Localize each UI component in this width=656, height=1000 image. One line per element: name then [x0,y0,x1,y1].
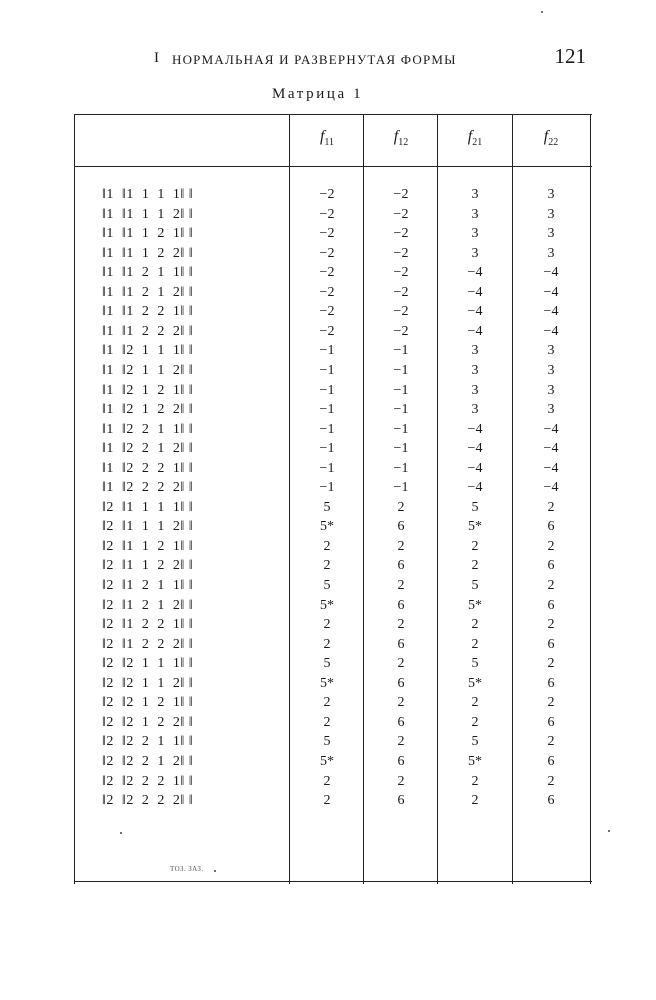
table-row [74,793,592,813]
payoff-cell: −4 [467,480,483,496]
payoff-cell: 6 [547,519,555,535]
payoff-cell: 3 [471,343,479,359]
payoff-cell: −2 [393,245,409,261]
payoff-cell: −1 [393,402,409,418]
payoff-cell: −1 [319,421,335,437]
table-row [74,441,592,461]
payoff-cell: 2 [323,714,331,730]
payoff-cell: −4 [467,460,483,476]
payoff-cell: 3 [471,245,479,261]
payoff-cell: −2 [319,284,335,300]
payoff-cell: 2 [397,617,405,633]
print-speck [120,832,122,834]
strategy-label: ‖2 ‖1 2 2 1‖ ‖ [102,617,194,633]
strategy-label: ‖1 ‖2 1 2 1‖ ‖ [102,382,194,398]
payoff-cell: 5 [323,499,331,515]
payoff-cell: −1 [393,480,409,496]
strategy-label: ‖1 ‖1 2 2 2‖ ‖ [102,323,194,339]
payoff-cell: 5* [468,597,482,613]
payoff-cell: 5 [471,578,479,593]
payoff-cell: 3 [471,226,479,242]
payoff-cell: −4 [543,441,559,457]
payoff-cell: −2 [393,226,409,242]
payoff-cell: 2 [323,558,331,574]
payoff-cell: 2 [547,578,555,593]
strategy-label: ‖2 ‖2 2 1 2‖ ‖ [102,753,194,769]
table-row [74,578,592,598]
payoff-cell: 3 [471,187,479,202]
table-row [74,343,592,363]
table-row [74,246,592,266]
payoff-cell: −2 [319,245,335,261]
payoff-cell: −4 [543,265,559,281]
payoff-cell: 2 [397,578,405,593]
strategy-label: ‖2 ‖1 1 2 2‖ ‖ [102,558,194,574]
payoff-cell: −1 [319,402,335,418]
payoff-cell: −4 [467,304,483,320]
payoff-cell: −1 [393,343,409,359]
strategy-label: ‖1 ‖1 1 2 1‖ ‖ [102,226,194,242]
payoff-cell: 5 [323,578,331,593]
payoff-cell: 6 [397,558,405,574]
payoff-cell: −1 [319,480,335,496]
payoff-cell: 5* [320,519,334,535]
table-row [74,383,592,403]
payoff-cell: −4 [467,265,483,281]
payoff-cell: 3 [547,245,555,261]
payoff-cell: 2 [397,695,405,711]
payoff-cell: −4 [543,421,559,437]
table-row [74,598,592,618]
payoff-cell: 3 [547,402,555,418]
payoff-cell: −2 [393,304,409,320]
payoff-cell: 2 [323,773,331,789]
printer-stamp: ТОЗ. ЗАЗ. [170,865,204,873]
payoff-cell: 5* [320,597,334,613]
payoff-cell: 3 [547,187,555,202]
table-row [74,754,592,774]
table-row [74,285,592,305]
strategy-label: ‖1 ‖2 2 2 1‖ ‖ [102,460,194,476]
payoff-cell: 6 [397,519,405,535]
payoff-cell: −2 [393,284,409,300]
strategy-label: ‖1 ‖2 1 1 2‖ ‖ [102,362,194,378]
column-header-f22: $f_{22}$ [543,128,559,149]
strategy-label: ‖2 ‖2 2 2 1‖ ‖ [102,773,194,789]
payoff-cell: 6 [397,753,405,769]
page-number: 121 [554,44,586,68]
strategy-label: ‖2 ‖2 1 1 2‖ ‖ [102,675,194,691]
payoff-cell: 2 [471,793,479,809]
payoff-cell: 6 [397,597,405,613]
payoff-cell: 2 [471,558,479,574]
strategy-label: ‖2 ‖1 1 2 1‖ ‖ [102,538,194,554]
payoff-cell: −1 [393,441,409,457]
payoff-cell: 2 [323,538,331,554]
payoff-cell: 6 [547,793,555,809]
payoff-cell: −4 [543,304,559,320]
table-row [74,715,592,735]
payoff-cell: 2 [471,617,479,633]
payoff-cell: 6 [397,793,405,809]
table-row [74,461,592,481]
strategy-label: ‖2 ‖2 2 1 1‖ ‖ [102,734,194,750]
table-row [74,695,592,715]
table-row [74,402,592,422]
column-header-f12: $f_{12}$ [393,128,409,149]
table-row [74,734,592,754]
matrix-title: Матрица 1 [272,86,364,102]
strategy-label: ‖2 ‖1 2 1 2‖ ‖ [102,597,194,613]
payoff-cell: 5* [468,519,482,535]
table-row [74,558,592,578]
payoff-cell: 2 [323,793,331,809]
payoff-cell: 2 [547,656,555,672]
payoff-cell: 5* [468,675,482,691]
payoff-cell: 2 [397,656,405,672]
payoff-cell: −4 [467,284,483,300]
payoff-cell: 5 [323,734,331,750]
payoff-cell: −1 [319,382,335,398]
table-row [74,363,592,383]
table-row [74,304,592,324]
payoff-cell: 2 [547,617,555,633]
payoff-cell: 5* [320,753,334,769]
payoff-cell: −2 [393,206,409,222]
payoff-cell: 2 [547,734,555,750]
running-title: НОРМАЛЬНАЯ И РАЗВЕРНУТАЯ ФОРМЫ [172,52,457,67]
strategy-label: ‖2 ‖1 2 2 2‖ ‖ [102,636,194,652]
payoff-cell: 6 [547,597,555,613]
table-bottom-rule [74,881,592,882]
strategy-label: ‖2 ‖2 2 2 2‖ ‖ [102,793,194,809]
payoff-cell: 2 [547,773,555,789]
table-header-rule [74,166,592,167]
strategy-label: ‖1 ‖2 1 1 1‖ ‖ [102,343,194,359]
payoff-cell: −2 [393,265,409,281]
table-row [74,422,592,442]
payoff-cell: 2 [471,714,479,730]
strategy-label: ‖1 ‖2 2 2 2‖ ‖ [102,480,194,496]
payoff-cell: 3 [471,382,479,398]
table-row [74,519,592,539]
payoff-cell: 5* [468,753,482,769]
payoff-cell: −4 [543,460,559,476]
strategy-label: ‖2 ‖2 1 1 1‖ ‖ [102,656,194,672]
payoff-cell: 3 [471,206,479,222]
payoff-cell: 6 [547,714,555,730]
strategy-label: ‖1 ‖1 1 1 2‖ ‖ [102,206,194,222]
payoff-cell: 6 [397,714,405,730]
payoff-cell: 3 [547,343,555,359]
payoff-cell: −1 [393,362,409,378]
payoff-cell: −1 [319,460,335,476]
payoff-cell: 2 [323,617,331,633]
payoff-cell: 6 [547,558,555,574]
payoff-cell: −4 [467,323,483,339]
payoff-cell: −2 [319,187,335,202]
table-row [74,676,592,696]
column-header-f21: $f_{21}$ [467,128,483,149]
payoff-cell: −2 [319,226,335,242]
payoff-cell: −2 [319,206,335,222]
payoff-cell: 3 [547,382,555,398]
payoff-cell: 5 [471,734,479,750]
payoff-cell: 2 [471,773,479,789]
payoff-cell: 2 [471,695,479,711]
table-row [74,265,592,285]
table-top-rule [74,114,592,115]
strategy-label: ‖2 ‖1 1 1 1‖ ‖ [102,499,194,515]
payoff-cell: 6 [547,753,555,769]
payoff-cell: 3 [471,402,479,418]
payoff-cell: 3 [547,226,555,242]
payoff-cell: 2 [397,734,405,750]
payoff-cell: 5* [320,675,334,691]
print-speck [608,830,610,832]
table-row [74,207,592,227]
payoff-cell: −4 [467,441,483,457]
strategy-label: ‖1 ‖1 1 1 1‖ ‖ [102,187,194,202]
running-header [150,44,592,74]
payoff-cell: 2 [547,538,555,554]
payoff-cell: −2 [393,323,409,339]
payoff-cell: −1 [393,382,409,398]
payoff-cell: 3 [547,362,555,378]
payoff-cell: −4 [543,284,559,300]
payoff-cell: 6 [547,675,555,691]
payoff-cell: 6 [397,636,405,652]
payoff-cell: 5 [323,656,331,672]
payoff-cell: 2 [397,773,405,789]
payoff-cell: 2 [323,636,331,652]
payoff-cell: 2 [547,695,555,711]
payoff-cell: −1 [393,460,409,476]
print-speck [541,11,543,13]
table-row [74,226,592,246]
payoff-cell: 2 [397,538,405,554]
section-mark: I [154,50,159,66]
strategy-label: ‖1 ‖1 2 1 1‖ ‖ [102,265,194,281]
matrix-table [74,114,592,884]
table-row [74,539,592,559]
table-row [74,324,592,344]
print-speck [214,870,216,872]
table-row [74,656,592,676]
strategy-label: ‖1 ‖2 1 2 2‖ ‖ [102,402,194,418]
payoff-cell: 6 [547,636,555,652]
strategy-label: ‖1 ‖1 1 2 2‖ ‖ [102,245,194,261]
strategy-label: ‖1 ‖1 2 1 2‖ ‖ [102,284,194,300]
strategy-label: ‖2 ‖1 1 1 2‖ ‖ [102,519,194,535]
strategy-label: ‖1 ‖1 2 2 1‖ ‖ [102,304,194,320]
payoff-cell: −2 [393,187,409,202]
strategy-label: ‖1 ‖2 2 1 1‖ ‖ [102,421,194,437]
payoff-cell: −2 [319,323,335,339]
payoff-cell: 3 [471,362,479,378]
payoff-cell: 5 [471,656,479,672]
payoff-cell: 6 [397,675,405,691]
payoff-cell: −4 [467,421,483,437]
payoff-cell: 3 [547,206,555,222]
table-row [74,617,592,637]
payoff-cell: 2 [471,538,479,554]
table-row [74,187,592,207]
payoff-cell: −4 [543,480,559,496]
payoff-cell: −2 [319,265,335,281]
table-row [74,480,592,500]
payoff-cell: −1 [319,441,335,457]
column-header-f11: $f_{11}$ [319,128,335,149]
table-row [74,500,592,520]
strategy-label: ‖2 ‖2 1 2 1‖ ‖ [102,695,194,711]
payoff-cell: 2 [323,695,331,711]
strategy-label: ‖2 ‖1 2 1 1‖ ‖ [102,578,194,593]
payoff-cell: −1 [393,421,409,437]
payoff-cell: −2 [319,304,335,320]
payoff-cell: −1 [319,362,335,378]
strategy-label: ‖2 ‖2 1 2 2‖ ‖ [102,714,194,730]
payoff-cell: 2 [547,499,555,515]
payoff-cell: 5 [471,499,479,515]
table-row [74,637,592,657]
table-row [74,774,592,794]
payoff-cell: 2 [471,636,479,652]
payoff-cell: −4 [543,323,559,339]
payoff-cell: 2 [397,499,405,515]
payoff-cell: −1 [319,343,335,359]
strategy-label: ‖1 ‖2 2 1 2‖ ‖ [102,441,194,457]
